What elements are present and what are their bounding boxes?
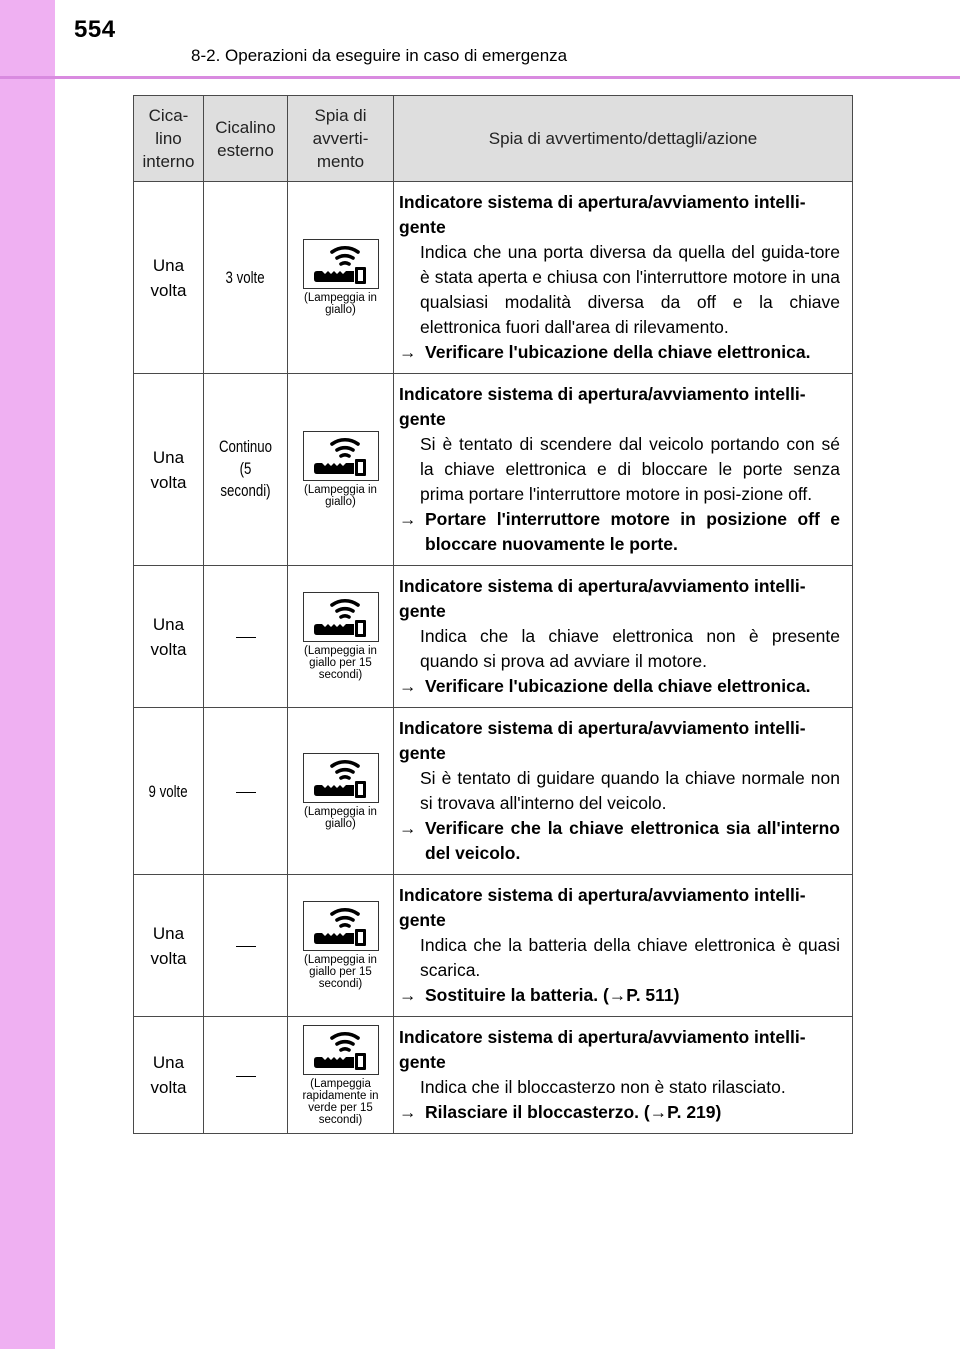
smart-key-warning-icon: [303, 592, 379, 642]
smart-key-warning-icon: [303, 431, 379, 481]
indicator-description: Indica che la chiave elettronica non è presente quando si prova ad avviare il motore.: [420, 626, 840, 671]
indicator-title: Indicatore sistema di apertura/avviamento intelli-gente: [399, 192, 806, 237]
external-buzzer-value: 3 volte: [225, 268, 266, 287]
warning-light-cell: [288, 182, 394, 374]
warning-light-note: (Lampeggia in giallo per 15 secondi): [304, 954, 377, 990]
arrow-right-icon: →: [399, 1102, 417, 1122]
dash-mark: [236, 1076, 256, 1077]
details-cell: [394, 566, 853, 708]
details-cell: [394, 182, 853, 374]
arrow-right-icon: →: [399, 342, 417, 362]
smart-key-warning-icon: [303, 901, 379, 951]
page-number: 554: [74, 16, 116, 43]
indicator-action: [399, 983, 840, 1008]
indicator-action: [399, 1100, 840, 1125]
internal-buzzer-cell: [134, 708, 204, 875]
indicator-title: Indicatore sistema di apertura/avviamento intelli-gente: [399, 885, 806, 930]
warning-light-cell: [288, 566, 394, 708]
warning-light-note: (Lampeggia in giallo): [304, 805, 377, 830]
external-buzzer-cell: [204, 182, 288, 374]
arrow-right-icon: →: [399, 509, 417, 529]
arrow-right-icon: →: [399, 818, 417, 838]
external-buzzer-cell: [204, 708, 288, 875]
warning-light-cell: [288, 708, 394, 875]
internal-buzzer-cell: [134, 1017, 204, 1134]
internal-buzzer-value: Una volta: [150, 447, 187, 492]
details-cell: [394, 708, 853, 875]
indicator-title: Indicatore sistema di apertura/avviamento intelli-gente: [399, 1027, 806, 1072]
warning-light-cell: [288, 1017, 394, 1134]
header-rule: [0, 76, 960, 79]
indicator-action: [399, 507, 840, 557]
smart-key-warning-icon: [303, 239, 379, 289]
warning-table: [133, 95, 853, 1134]
details-cell: [394, 374, 853, 566]
internal-buzzer-cell: [134, 875, 204, 1017]
indicator-action: [399, 340, 840, 365]
internal-buzzer-value: Una volta: [150, 923, 187, 968]
internal-buzzer-value: Una volta: [150, 614, 187, 659]
internal-buzzer-value: 9 volte: [148, 781, 189, 801]
col-internal-buzzer: Cica-lino interno: [134, 96, 204, 182]
indicator-title: Indicatore sistema di apertura/avviamento intelli-gente: [399, 718, 806, 763]
table-row: [134, 374, 853, 566]
details-cell: [394, 875, 853, 1017]
smart-key-warning-icon: [303, 753, 379, 803]
internal-buzzer-value: Una volta: [150, 255, 187, 300]
table-row: [134, 708, 853, 875]
table-row: [134, 875, 853, 1017]
warning-light-note: (Lampeggia rapidamente in verde per 15 secondi): [302, 1077, 379, 1126]
col-details: Spia di avvertimento/dettagli/azione: [394, 96, 853, 182]
action-text: Portare l'interruttore motore in posizione off e bloccare nuovamente le porte.: [425, 509, 840, 554]
col-external-buzzer: Cicalino esterno: [204, 96, 288, 182]
action-text: Verificare l'ubicazione della chiave elettronica.: [425, 342, 811, 362]
indicator-title: Indicatore sistema di apertura/avviamento intelli-gente: [399, 384, 806, 429]
action-text: Sostituire la batteria. (→P. 511): [425, 985, 680, 1005]
indicator-action: [399, 816, 840, 866]
external-buzzer-value: Continuo (5 secondi): [218, 437, 273, 500]
internal-buzzer-value: Una volta: [150, 1053, 187, 1097]
indicator-description: Indica che una porta diversa da quella del guida-tore è stata aperta e chiusa con l'interruttore motore in una qualsiasi modalità diversa da off e la chiave elettronica fuori dall'area di rilevamento.: [420, 242, 840, 337]
table-row: [134, 1017, 853, 1134]
internal-buzzer-cell: [134, 374, 204, 566]
indicator-description: Indica che la batteria della chiave elettronica è quasi scarica.: [420, 935, 840, 980]
external-buzzer-cell: [204, 374, 288, 566]
internal-buzzer-cell: [134, 566, 204, 708]
col-warning-light: Spia di avverti-mento: [288, 96, 394, 182]
external-buzzer-cell: [204, 566, 288, 708]
indicator-action: [399, 674, 840, 699]
external-buzzer-cell: [204, 875, 288, 1017]
section-title: 8-2. Operazioni da eseguire in caso di emergenza: [191, 46, 568, 65]
warning-light-cell: [288, 374, 394, 566]
warning-light-note: (Lampeggia in giallo per 15 secondi): [304, 645, 377, 681]
table-row: [134, 182, 853, 374]
details-cell: [394, 1017, 853, 1134]
internal-buzzer-cell: [134, 182, 204, 374]
warning-light-note: (Lampeggia in giallo): [304, 484, 377, 508]
indicator-description: Si è tentato di scendere dal veicolo portando con sé la chiave elettronica e di bloccare le porte senza prima portare l'interruttore motore in posi-zione off.: [420, 434, 840, 504]
arrow-right-icon: →: [399, 676, 417, 696]
action-text: Rilasciare il bloccasterzo. (→P. 219): [425, 1102, 722, 1122]
external-buzzer-cell: [204, 1017, 288, 1134]
action-text: Verificare l'ubicazione della chiave elettronica.: [425, 676, 811, 696]
indicator-description: Si è tentato di guidare quando la chiave normale non si trovava all'interno del veicolo.: [420, 768, 840, 813]
smart-key-warning-icon: [303, 1025, 379, 1075]
action-text: Verificare che la chiave elettronica sia all'interno del veicolo.: [425, 818, 840, 863]
indicator-description: Indica che il bloccasterzo non è stato rilasciato.: [420, 1077, 786, 1097]
table-row: [134, 566, 853, 708]
warning-light-cell: [288, 875, 394, 1017]
dash-mark: [236, 637, 256, 638]
table-body: [134, 182, 853, 1134]
dash-mark: [236, 792, 256, 793]
dash-mark: [236, 946, 256, 947]
indicator-title: Indicatore sistema di apertura/avviamento intelli-gente: [399, 576, 806, 621]
side-color-strip: [0, 0, 55, 1349]
arrow-right-icon: →: [399, 985, 417, 1005]
table-header-row: [134, 96, 853, 182]
warning-light-note: (Lampeggia in giallo): [304, 292, 377, 316]
